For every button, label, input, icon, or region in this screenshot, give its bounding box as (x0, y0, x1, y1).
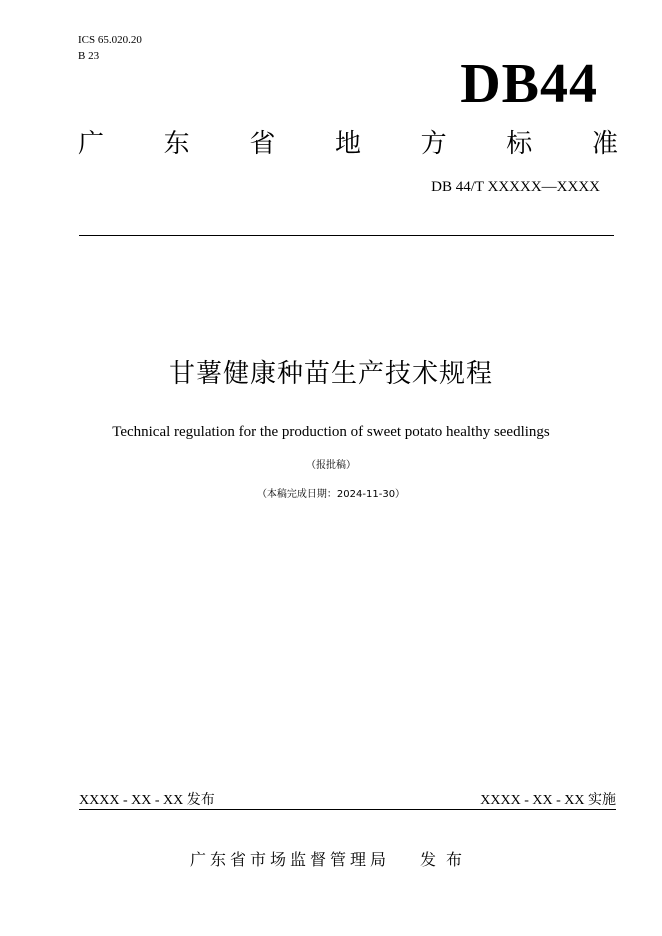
issuer (0, 849, 662, 871)
implement-label: 实施 (588, 792, 616, 808)
header-divider (79, 235, 614, 236)
standard-type-char: 地 (334, 129, 361, 159)
publish-date-value: XXXX - XX - XX (79, 793, 184, 808)
standard-number: DB 44/T XXXXX—XXXX (431, 179, 600, 195)
document-title-chinese: 甘薯健康种苗生产技术规程 (168, 359, 493, 389)
standard-type-char: 东 (163, 129, 190, 159)
standard-type-char: 方 (420, 129, 447, 159)
completion-date-note: （本稿完成日期：2024-11-30） (256, 489, 406, 500)
standard-code-logo: DB44 (460, 53, 598, 115)
ics-code: ICS 65.020.20 (78, 34, 142, 46)
standard-type (78, 127, 618, 161)
issuer-organization: 广东省市场监督管理局 (189, 850, 390, 869)
draft-status: （报批稿） (306, 460, 356, 471)
footer-divider (79, 809, 616, 810)
implement-date-value: XXXX - XX - XX (480, 793, 585, 808)
standard-type-char: 广 (78, 129, 105, 159)
standard-type-char: 省 (249, 129, 276, 159)
standard-type-char: 标 (506, 129, 533, 159)
standard-type-char: 准 (591, 129, 618, 159)
publish-date (79, 792, 215, 809)
issuer-action: 发布 (420, 850, 473, 869)
ccs-code: B 23 (78, 50, 100, 62)
document-title-english: Technical regulation for the production of sweet potato healthy seedlings (112, 424, 550, 440)
implement-date (480, 792, 616, 809)
publish-label: 发布 (186, 792, 215, 808)
